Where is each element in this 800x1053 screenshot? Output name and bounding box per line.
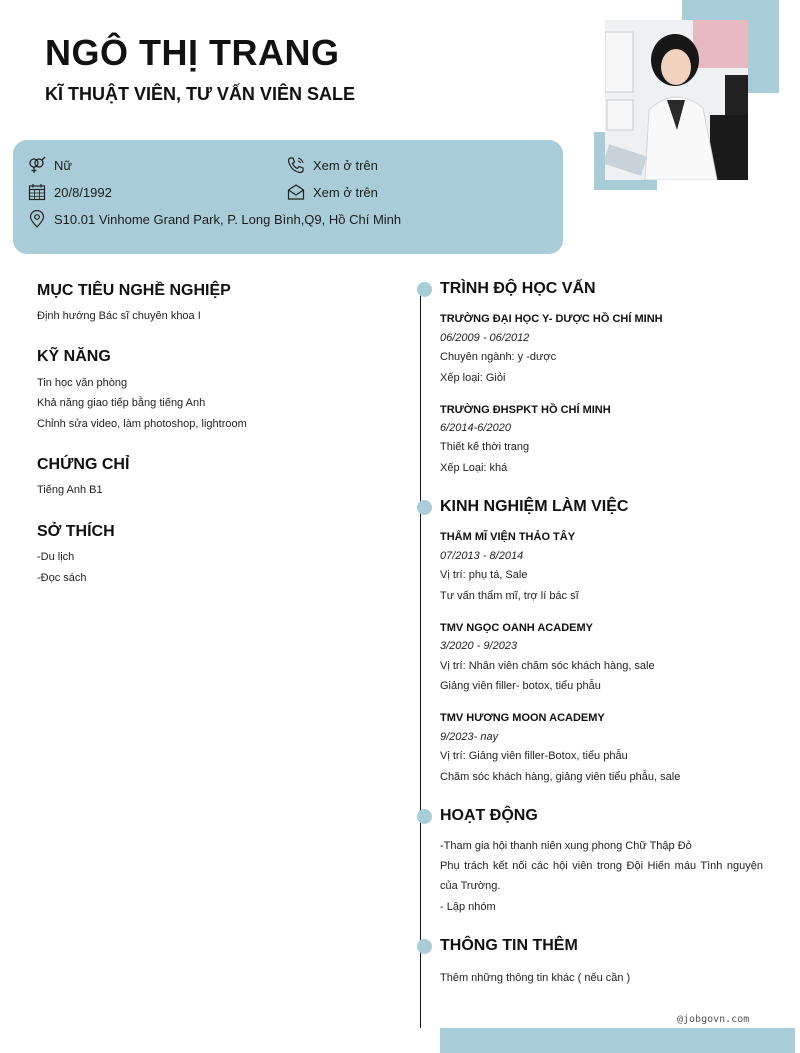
objective-line: Định hướng Bác sĩ chuyên khoa I xyxy=(37,310,201,322)
calendar-icon xyxy=(28,183,46,201)
birthday-value: 20/8/1992 xyxy=(54,184,112,200)
experience-detail: Vị trí: phụ tá, Sale xyxy=(440,569,528,581)
timeline-dot xyxy=(417,500,432,515)
education-date: 6/2014-6/2020 xyxy=(440,422,511,434)
company-name: THẨM MĨ VIỆN THẢO TÂY xyxy=(440,531,576,543)
hobby-line: -Đọc sách xyxy=(37,572,87,584)
company-name: TMV HƯƠNG MOON ACADEMY xyxy=(440,712,605,724)
address-item xyxy=(28,210,401,228)
phone-icon xyxy=(287,156,305,174)
school-name: TRƯỜNG ĐHSPKT HỒ CHÍ MINH xyxy=(440,404,611,416)
phone-value: Xem ở trên xyxy=(313,157,378,173)
education-detail: Xếp loại: Giỏi xyxy=(440,372,506,384)
timeline-dot xyxy=(417,809,432,824)
decorative-bottom-bar xyxy=(440,1028,795,1053)
education-detail: Thiết kế thời trang xyxy=(440,441,530,453)
profile-photo xyxy=(605,20,748,180)
activities-title: HOẠT ĐỘNG xyxy=(440,807,538,824)
objective-title: MỤC TIÊU NGHỀ NGHIỆP xyxy=(37,282,231,299)
email-item xyxy=(287,183,378,201)
education-date: 06/2009 - 06/2012 xyxy=(440,332,530,344)
education-detail: Xếp Loại: khá xyxy=(440,462,508,474)
experience-title: KINH NGHIỆM LÀM VIỆC xyxy=(440,498,629,515)
gender-item xyxy=(28,156,72,174)
company-name: TMV NGỌC OANH ACADEMY xyxy=(440,622,593,634)
experience-detail: Vị trí: Giảng viên filler-Botox, tiểu phẫu xyxy=(440,750,628,762)
timeline-dot xyxy=(417,939,432,954)
person-name: NGÔ THỊ TRANG xyxy=(45,32,340,73)
more-info-line: Thêm những thông tin khác ( nếu cần ) xyxy=(440,972,631,984)
experience-detail: Chăm sóc khách hàng, giảng viên tiểu phẫu, sale xyxy=(440,771,681,783)
phone-item xyxy=(287,156,378,174)
experience-date: 9/2023- nay xyxy=(440,731,499,743)
certificate-line: Tiếng Anh B1 xyxy=(37,484,103,496)
birthday-item xyxy=(28,183,112,201)
education-title: TRÌNH ĐỘ HỌC VẤN xyxy=(440,280,596,297)
certificates-title: CHỨNG CHỈ xyxy=(37,456,130,473)
school-name: TRƯỜNG ĐẠI HỌC Y- DƯỢC HỒ CHÍ MINH xyxy=(440,313,663,325)
profile-photo-image xyxy=(605,20,748,180)
education-detail: Chuyên ngành: y -dược xyxy=(440,351,557,363)
email-icon xyxy=(287,183,305,201)
location-pin-icon xyxy=(28,210,46,228)
activity-line: Phụ trách kết nối các hội viên trong Đội Hiến máu Tình nguyện của Trường. xyxy=(440,860,763,892)
skills-title: KỸ NĂNG xyxy=(37,348,111,365)
experience-date: 07/2013 - 8/2014 xyxy=(440,550,524,562)
activity-line: -Tham gia hội thanh niên xung phong Chữ Thập Đỏ xyxy=(440,840,692,852)
hobby-line: -Du lịch xyxy=(37,551,75,563)
hobbies-title: SỞ THÍCH xyxy=(37,523,115,540)
activity-line: - Lập nhóm xyxy=(440,901,496,913)
watermark: @jobgovn.com xyxy=(677,1014,750,1025)
experience-detail: Vị trí: Nhân viên chăm sóc khách hàng, sale xyxy=(440,660,655,672)
skill-line: Khả năng giao tiếp bằng tiếng Anh xyxy=(37,397,206,409)
experience-date: 3/2020 - 9/2023 xyxy=(440,640,518,652)
skill-line: Chỉnh sửa video, làm photoshop, lightroom xyxy=(37,418,247,430)
more-info-title: THÔNG TIN THÊM xyxy=(440,937,578,954)
timeline-dot xyxy=(417,282,432,297)
job-title: KĨ THUẬT VIÊN, TƯ VẤN VIÊN SALE xyxy=(45,84,355,104)
experience-detail: Tư vấn thẩm mĩ, trợ lí bác sĩ xyxy=(440,590,579,602)
skill-line: Tin học văn phòng xyxy=(37,377,128,389)
contact-info-box xyxy=(13,140,563,254)
address-value: S10.01 Vinhome Grand Park, P. Long Bình,Q9, Hồ Chí Minh xyxy=(54,211,402,227)
gender-icon xyxy=(28,156,46,174)
email-value: Xem ở trên xyxy=(313,184,378,200)
timeline-line xyxy=(420,290,421,1028)
experience-detail: Giảng viên filler- botox, tiểu phẫu xyxy=(440,680,601,692)
gender-value: Nữ xyxy=(54,157,73,173)
